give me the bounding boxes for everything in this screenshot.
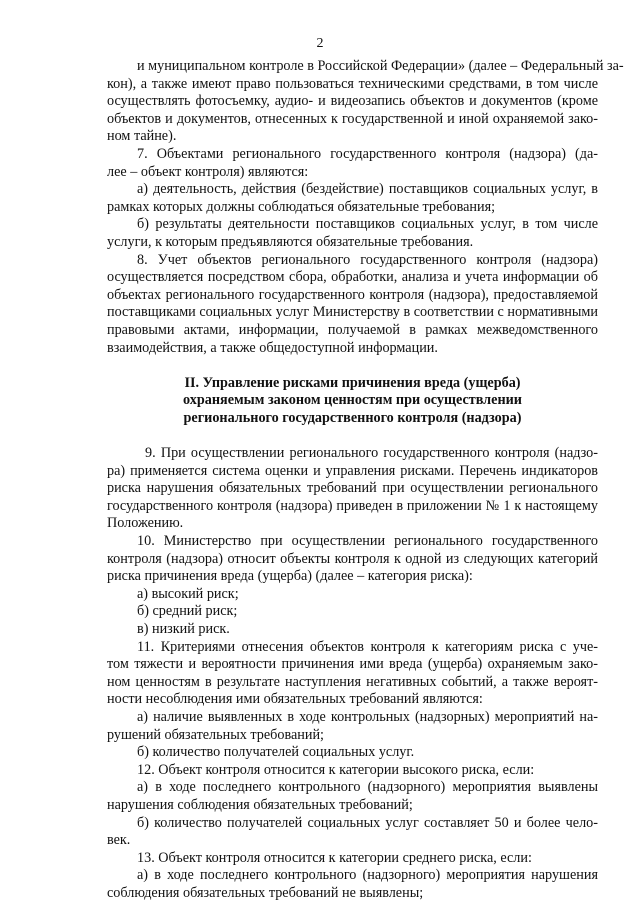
text-line: 11. Критериями отнесения объектов контроля к категориям риска с уче- [137, 638, 598, 655]
paragraph [107, 867, 598, 902]
text-line: а) в ходе последнего контрольного (надзорного) мероприятия выявлены [137, 779, 598, 796]
text-line: взаимодействия, а также общедоступной информации. [107, 339, 438, 356]
text-line: а) высокий риск; [137, 585, 239, 602]
paragraph [107, 216, 598, 251]
text-line: ра) применяется система оценки и управления рисками. Перечень индикаторов [107, 462, 598, 479]
text-line: ном тайне). [107, 128, 177, 145]
text-line: поставщиками социальных услуг Министерству в соответствии с нормативными [107, 304, 598, 321]
paragraph [107, 744, 598, 762]
text-line: 12. Объект контроля относится к категории высокого риска, если: [137, 761, 535, 778]
text-line: а) наличие выявленных в ходе контрольных (надзорных) мероприятий на- [137, 708, 598, 725]
text-line: нарушения соблюдения обязательных требований; [107, 796, 413, 813]
text-line: Положению. [107, 515, 184, 532]
text-line: а) в ходе последнего контрольного (надзорного) мероприятия нарушения [137, 867, 598, 884]
text-line: риска причинения вреда (ущерба) (далее – категория риска): [107, 568, 473, 585]
paragraph [107, 58, 624, 146]
text-line: рамках которых должны соблюдаться обязательные требования; [107, 198, 496, 215]
paragraph [107, 850, 598, 868]
text-line: лее – объект контроля) являются: [107, 163, 309, 180]
text-line: осуществлять фотосъемку, аудио- и видеозапись объектов и документов (кроме [107, 93, 598, 110]
text-line: 13. Объект контроля относится к категории среднего риска, если: [137, 849, 532, 866]
heading-line: регионального государственного контроля (надзора) [183, 409, 522, 426]
heading-line: охраняемым законом ценностям при осуществлении [183, 392, 522, 409]
text-line: соблюдения обязательных требований не выявлены; [107, 884, 424, 901]
text-line: в) низкий риск. [137, 621, 230, 637]
paragraph [107, 762, 598, 780]
paragraph [107, 146, 598, 181]
document-body [107, 58, 624, 903]
text-line: правовыми актами, информации, получаемой в рамках межведомственного [107, 321, 598, 338]
paragraph [107, 252, 598, 358]
text-line: б) результаты деятельности поставщиков социальных услуг, в том числе [137, 216, 598, 233]
text-line: ности несоблюдения ими обязательных требований являются: [107, 691, 483, 708]
text-line: кон), а также имеют право пользоваться техническими средствами, в том числе [107, 75, 598, 92]
paragraph [107, 815, 598, 850]
text-line: риска нарушения обязательных требований при осуществлении регионального [107, 480, 598, 497]
text-line: услуги, к которым предъявляются обязательные требования. [107, 233, 474, 250]
text-line: 10. Министерство при осуществлении регионального государственного [137, 533, 598, 550]
text-line: б) количество получателей социальных услуг составляет 50 и более чело- [137, 814, 598, 831]
section-heading [107, 375, 598, 428]
paragraph [107, 603, 598, 621]
paragraph [107, 586, 598, 604]
text-line: и муниципальном контроле в Российской Федерации» (далее – Федеральный за- [137, 58, 624, 74]
text-line: том тяжести и вероятности причинения ими вреда (ущерба) охраняемым зако- [107, 656, 598, 673]
paragraph [107, 621, 598, 639]
paragraph [107, 445, 598, 533]
text-line: век. [107, 832, 131, 849]
text-line: б) количество получателей социальных услуг. [137, 744, 415, 761]
paragraph [107, 639, 598, 709]
paragraph [107, 181, 598, 216]
text-line: рушений обязательных требований; [107, 726, 324, 743]
text-line: б) средний риск; [137, 603, 238, 620]
text-line: 7. Объектами регионального государственного контроля (надзора) (да- [137, 145, 598, 162]
heading-line: II. Управление рисками причинения вреда (ущерба) [184, 374, 521, 391]
text-line: государственного контроля (надзора) приведен в приложении № 1 к настоящему [107, 497, 598, 514]
paragraph [107, 779, 598, 814]
text-line: 8. Учет объектов регионального государственного контроля (надзора) [137, 251, 598, 268]
spacer [107, 357, 598, 375]
spacer [107, 427, 598, 445]
text-line: ном ценностям в результате наступления негативных событий, а также вероят- [107, 673, 598, 690]
text-line: объектах регионального государственного контроля (надзора), предоставляемой [107, 286, 598, 303]
text-line: 9. При осуществлении регионального государственного контроля (надзо- [145, 445, 598, 462]
paragraph [107, 533, 598, 586]
text-line: а) деятельность, действия (бездействие) поставщиков социальных услуг, в [137, 181, 598, 198]
text-line: контроля (надзора) относит объекты контроля к одной из следующих категорий [107, 550, 598, 567]
text-line: объектов и документов, отнесенных к государственной и иной охраняемой зако- [107, 110, 598, 127]
text-line: осуществляется посредством сбора, обработки, анализа и учета информации об [107, 269, 598, 286]
paragraph [107, 709, 598, 744]
page-number: 2 [316, 36, 324, 51]
